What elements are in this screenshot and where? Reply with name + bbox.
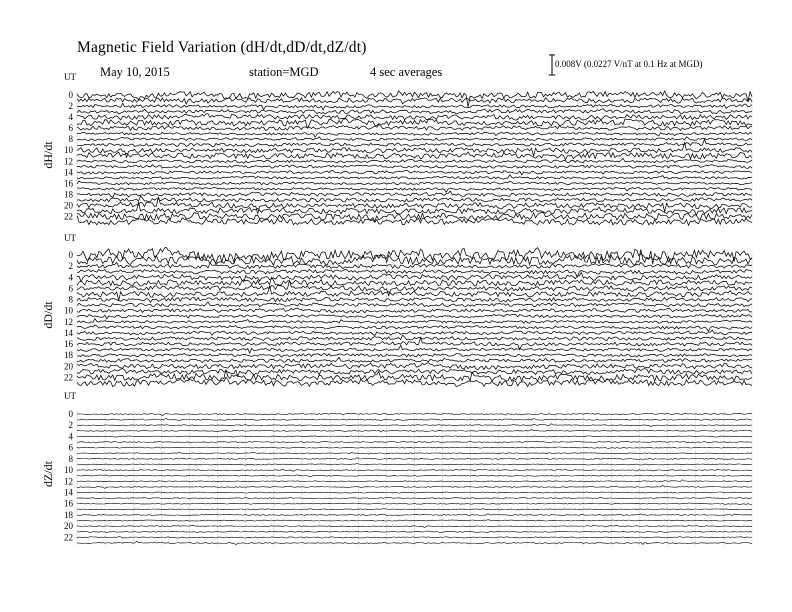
ut-tick-label: 10 (64, 145, 73, 156)
ut-tick-label: 14 (64, 487, 73, 498)
ut-tick-label: 6 (68, 123, 73, 134)
ut-tick-label: 14 (64, 167, 73, 178)
panel-dH-dt (41, 72, 752, 225)
ut-axis-title: UT (64, 72, 76, 82)
ut-tick-label: 20 (64, 200, 73, 211)
ut-tick-label: 12 (64, 476, 73, 487)
station-label: station=MGD (249, 65, 319, 79)
ut-tick-label: 22 (64, 372, 73, 383)
ut-tick-label: 4 (68, 431, 73, 442)
ut-tick-label: 14 (64, 327, 73, 338)
ut-tick-label: 8 (68, 453, 73, 464)
ut-axis-title: UT (64, 233, 76, 243)
ut-tick-label: 18 (64, 189, 73, 200)
ut-tick-label: 2 (68, 101, 73, 112)
ut-tick-label: 8 (68, 134, 73, 145)
ut-tick-label: 12 (64, 156, 73, 167)
ut-tick-label: 18 (64, 350, 73, 361)
ut-tick-label: 16 (64, 339, 73, 350)
ut-tick-label: 0 (68, 250, 73, 260)
ut-tick-label: 2 (68, 261, 73, 272)
ut-tick-label: 0 (68, 90, 73, 100)
panel-dD-dt (41, 233, 752, 387)
ut-tick-label: 6 (68, 442, 73, 453)
ut-tick-label: 22 (64, 211, 73, 222)
ut-tick-label: 16 (64, 498, 73, 509)
y-axis-label: dZ/dt (41, 461, 55, 487)
y-axis-label: dD/dt (41, 301, 55, 329)
ut-tick-label: 2 (68, 420, 73, 431)
ut-tick-label: 20 (64, 521, 73, 532)
ut-tick-label: 0 (68, 409, 73, 419)
ut-axis-title: UT (64, 391, 76, 401)
ut-tick-label: 18 (64, 509, 73, 520)
averaging-label: 4 sec averages (370, 65, 443, 79)
date-label: May 10, 2015 (100, 65, 170, 79)
ut-tick-label: 12 (64, 316, 73, 327)
ut-tick-label: 8 (68, 294, 73, 305)
ut-tick-label: 6 (68, 283, 73, 294)
ut-tick-label: 16 (64, 178, 73, 189)
ut-tick-label: 10 (64, 305, 73, 316)
ut-tick-label: 10 (64, 465, 73, 476)
ut-tick-label: 4 (68, 112, 73, 123)
scale-label: 0.008V (0.0227 V/nT at 0.1 Hz at MGD) (555, 59, 703, 69)
panel-dZ-dt (41, 391, 752, 546)
y-axis-label: dH/dt (41, 141, 55, 169)
ut-tick-label: 22 (64, 532, 73, 543)
ut-tick-label: 20 (64, 361, 73, 372)
ut-tick-label: 4 (68, 272, 73, 283)
chart-title: Magnetic Field Variation (dH/dt,dD/dt,dZ/dt) (77, 39, 367, 56)
